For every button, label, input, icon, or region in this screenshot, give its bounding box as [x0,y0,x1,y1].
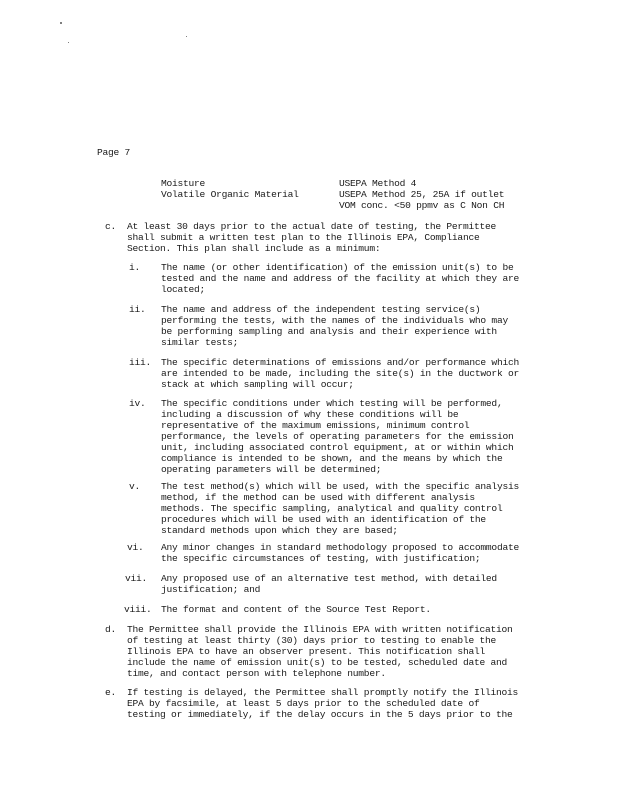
paragraph-line: operating parameters will be determined; [161,464,382,475]
paragraph-line: stack at which sampling will occur; [161,379,354,390]
subitem-marker: iv. [129,398,146,409]
paragraph-line: tested and the name and address of the facility at which they are [161,273,519,284]
paragraph-line: The specific conditions under which testing will be performed, [161,398,503,409]
paragraph-line: testing or immediately, if the delay occurs in the 5 days prior to the [127,709,513,720]
paragraph-line: The Permittee shall provide the Illinois EPA with written notification [127,624,513,635]
methods-row-parameter: Volatile Organic Material [161,189,299,200]
paragraph-line: EPA by facsimile, at least 5 days prior to the scheduled date of [127,698,480,709]
paragraph-line: compliance is intended to be shown, and the means by which the [161,453,503,464]
paragraph-line: The name (or other identification) of the emission unit(s) to be [161,262,514,273]
paragraph-line: performing the tests, with the names of the individuals who may [161,315,508,326]
paragraph-line: located; [161,284,206,295]
paragraph-line: shall submit a written test plan to the Illinois EPA, Compliance [127,232,480,243]
paragraph-line: At least 30 days prior to the actual date of testing, the Permittee [127,221,496,232]
paragraph-line: The specific determinations of emissions and/or performance which [161,357,519,368]
paragraph-line: Section. This plan shall include as a minimum: [127,243,381,254]
item-marker: e. [105,687,117,698]
paragraph-line: method, if the method can be used with different analysis [161,492,475,503]
methods-row-method-continued: VOM conc. <50 ppmv as C Non CH [339,200,505,211]
paragraph-line: The name and address of the independent testing service(s) [161,304,481,315]
paragraph-line: are intended to be made, including the site(s) in the ductwork or [161,368,519,379]
scan-speck [68,42,69,43]
paragraph-line: of testing at least thirty (30) days prior to testing to enable the [127,635,496,646]
methods-row-method: USEPA Method 4 [339,178,417,189]
paragraph-line: Any proposed use of an alternative test method, with detailed [161,573,497,584]
paragraph-line: The format and content of the Source Test Report. [161,604,431,615]
paragraph-line: representative of the maximum emissions, minimum control [161,420,470,431]
subitem-marker: i. [129,262,141,273]
page-number: Page 7 [97,147,131,158]
paragraph-line: time, and contact person with telephone number. [127,668,386,679]
paragraph-line: justification; and [161,584,261,595]
paragraph-line: Any minor changes in standard methodology proposed to accommodate [161,542,519,553]
scan-speck [60,22,62,24]
methods-row-method: USEPA Method 25, 25A if outlet [339,189,505,200]
paragraph-line: similar tests; [161,337,239,348]
paragraph-line: Illinois EPA to have an observer present. This notification shall [127,646,485,657]
subitem-marker: ii. [129,304,146,315]
paragraph-line: standard methods upon which they are based; [161,525,398,536]
paragraph-line: the specific circumstances of testing, with justification; [161,553,481,564]
item-marker: c. [105,221,117,232]
paragraph-line: The test method(s) which will be used, with the specific analysis [161,481,519,492]
scan-speck [186,36,187,37]
item-marker: d. [105,624,117,635]
subitem-marker: v. [129,481,141,492]
subitem-marker: vi. [127,542,144,553]
paragraph-line: unit, including associated control equipment, at or within which [161,442,514,453]
paragraph-line: including a discussion of why these conditions will be [161,409,459,420]
paragraph-line: methods. The specific sampling, analytical and quality control [161,503,503,514]
methods-row-parameter: Moisture [161,178,206,189]
subitem-marker: vii. [125,573,148,584]
paragraph-line: performance, the levels of operating parameters for the emission [161,431,514,442]
paragraph-line: be performing sampling and analysis and their experience with [161,326,497,337]
paragraph-line: If testing is delayed, the Permittee shall promptly notify the Illinois [127,687,519,698]
paragraph-line: procedures which will be used with an identification of the [161,514,486,525]
paragraph-line: include the name of emission unit(s) to be tested, scheduled date and [127,657,507,668]
subitem-marker: viii. [124,604,152,615]
subitem-marker: iii. [129,357,152,368]
